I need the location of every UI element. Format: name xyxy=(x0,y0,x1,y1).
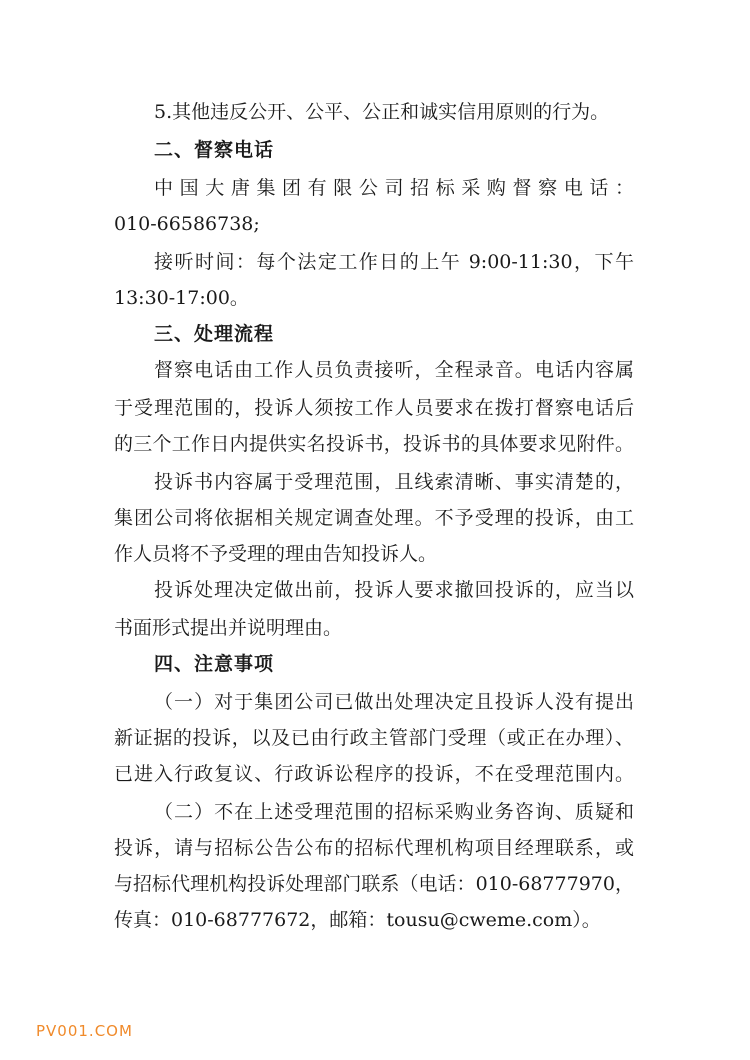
paragraph-line: 中国大唐集团有限公司招标采购督察电话： xyxy=(154,177,634,199)
paragraph-line: 与招标代理机构投诉处理部门联系（电话：010-68777970， xyxy=(114,873,634,895)
paragraph-line: 于受理范围的，投诉人须按工作人员要求在拨打督察电话后 xyxy=(114,397,634,419)
paragraph-line: 督察电话由工作人员负责接听，全程录音。电话内容属 xyxy=(154,359,634,381)
paragraph-line: 投诉书内容属于受理范围，且线索清晰、事实清楚的， xyxy=(154,471,634,493)
paragraph-line: 的三个工作日内提供实名投诉书，投诉书的具体要求见附件。 xyxy=(114,433,634,455)
watermark-logo: PV001.COM xyxy=(36,1022,133,1040)
paragraph-line: 作人员将不予受理的理由告知投诉人。 xyxy=(114,543,438,565)
paragraph-line: 接听时间：每个法定工作日的上午 9:00-11:30，下午 xyxy=(154,251,634,273)
paragraph-line: 010-66586738; xyxy=(114,213,260,235)
paragraph-line: 已进入行政复议、行政诉讼程序的投诉，不在受理范围内。 xyxy=(114,763,634,785)
paragraph-line: 书面形式提出并说明理由。 xyxy=(114,617,343,639)
paragraph-line: （一）对于集团公司已做出处理决定且投诉人没有提出 xyxy=(154,691,634,713)
paragraph-line: 集团公司将依据相关规定调查处理。不予受理的投诉，由工 xyxy=(114,507,634,529)
section-heading-phone: 二、督察电话 xyxy=(154,139,275,161)
paragraph-line: 传真：010-68777672，邮箱：tousu@cweme.com）。 xyxy=(114,909,601,931)
paragraph-line: 投诉处理决定做出前，投诉人要求撤回投诉的，应当以 xyxy=(154,579,634,601)
paragraph-line: 5.其他违反公开、公平、公正和诚实信用原则的行为。 xyxy=(154,101,610,123)
section-heading-notes: 四、注意事项 xyxy=(154,653,275,675)
paragraph-line: 新证据的投诉，以及已由行政主管部门受理（或正在办理）、 xyxy=(114,727,634,749)
paragraph-line: 13:30-17:00。 xyxy=(114,287,249,309)
section-heading-process: 三、处理流程 xyxy=(154,323,275,345)
paragraph-line: 投诉，请与招标公告公布的招标代理机构项目经理联系，或 xyxy=(114,837,634,859)
paragraph-line: （二）不在上述受理范围的招标采购业务咨询、质疑和 xyxy=(154,801,634,823)
